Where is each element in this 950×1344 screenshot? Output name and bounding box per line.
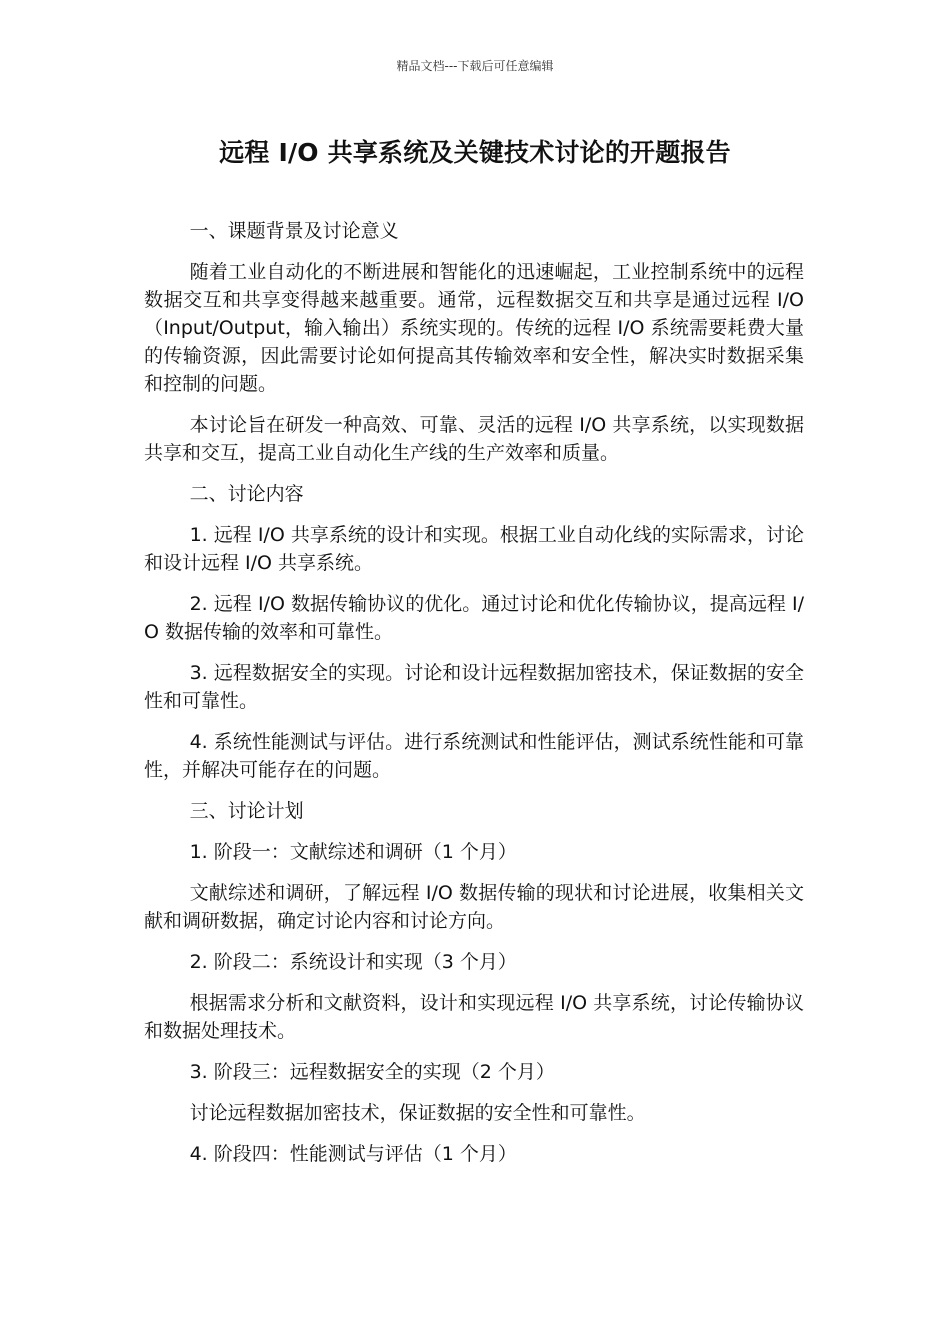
paragraph-background: 随着工业自动化的不断进展和智能化的迅速崛起，工业控制系统中的远程数据交互和共享变得越来越重要。通常，远程数据交互和共享是通过远程 I/O（Input/Output，输入输出）系统实现的。传统的远程 I/O 系统需要耗费大量的传输资源，因此需要讨论如何提高其传输效率和安全性，解决实时数据采集和控制的问题。 <box>144 261 804 395</box>
plan-stage-1-desc: 文献综述和调研，了解远程 I/O 数据传输的现状和讨论进展，收集相关文献和调研数据，确定讨论内容和讨论方向。 <box>144 882 804 932</box>
list-item-content-2: 2. 远程 I/O 数据传输协议的优化。通过讨论和优化传输协议，提高远程 I/O 数据传输的效率和可靠性。 <box>144 593 804 643</box>
plan-stage-4-title: 4. 阶段四：性能测试与评估（1 个月） <box>189 1143 517 1165</box>
plan-stage-3-desc: 讨论远程数据加密技术，保证数据的安全性和可靠性。 <box>189 1102 646 1124</box>
header-note: 精品文档---下载后可任意编辑 <box>396 59 554 73</box>
section-heading-background: 一、课题背景及讨论意义 <box>189 220 399 242</box>
section-heading-content: 二、讨论内容 <box>189 483 304 505</box>
list-item-content-1: 1. 远程 I/O 共享系统的设计和实现。根据工业自动化线的实际需求，讨论和设计远程 I/O 共享系统。 <box>144 524 804 574</box>
list-item-content-3: 3. 远程数据安全的实现。讨论和设计远程数据加密技术，保证数据的安全性和可靠性。 <box>144 662 804 712</box>
section-heading-plan: 三、讨论计划 <box>189 800 304 822</box>
list-item-content-4: 4. 系统性能测试与评估。进行系统测试和性能评估，测试系统性能和可靠性，并解决可能存在的问题。 <box>144 731 804 781</box>
plan-stage-2-desc: 根据需求分析和文献资料，设计和实现远程 I/O 共享系统，讨论传输协议和数据处理技术。 <box>144 992 804 1042</box>
document-title: 远程 I/O 共享系统及关键技术讨论的开题报告 <box>219 138 731 167</box>
plan-stage-2-title: 2. 阶段二：系统设计和实现（3 个月） <box>189 951 517 973</box>
paragraph-goal: 本讨论旨在研发一种高效、可靠、灵活的远程 I/O 共享系统，以实现数据共享和交互，提高工业自动化生产线的生产效率和质量。 <box>144 414 804 464</box>
document-body <box>144 217 804 1181</box>
plan-stage-1-title: 1. 阶段一：文献综述和调研（1 个月） <box>189 841 517 863</box>
plan-stage-3-title: 3. 阶段三：远程数据安全的实现（2 个月） <box>189 1061 555 1083</box>
